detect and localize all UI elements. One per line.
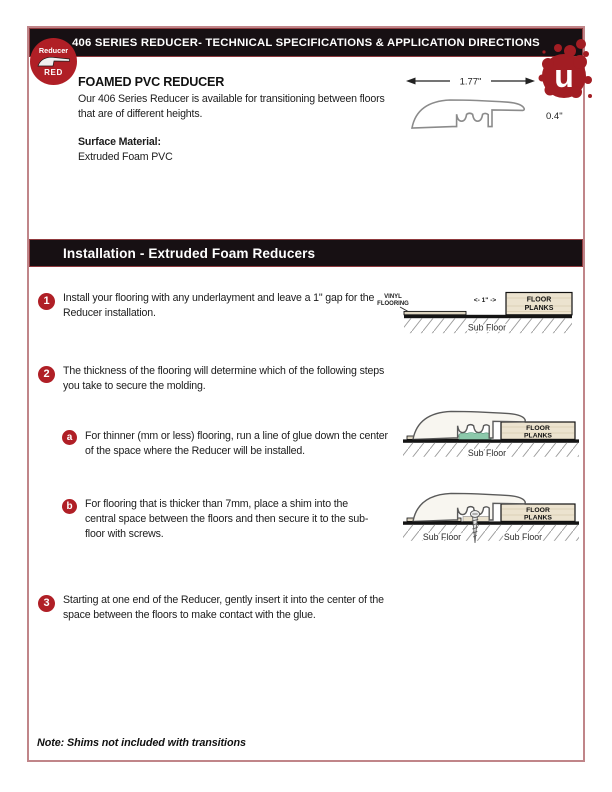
glue-installation-diagram (397, 407, 587, 465)
brand-letter: u (554, 58, 574, 94)
glue-bead (459, 433, 491, 440)
screw-installation-diagram (397, 489, 587, 555)
intro-description: Our 406 Series Reducer is available for transitioning between floors that are of different heights. (78, 93, 385, 120)
subfloor-left-label: Sub Floor (422, 532, 462, 542)
floor-planks-label-1: FLOOR (526, 424, 550, 432)
step-1-text: Install your flooring with any underlayment and leave a 1" gap for the Reducer installation. (63, 292, 375, 319)
step-2a-number: a (62, 430, 77, 445)
arrow-right-icon (526, 78, 536, 85)
footer-note: Note: Shims not included with transitions (37, 737, 246, 749)
mini-reducer-profile-icon (37, 56, 71, 67)
subfloor-right-label: Sub Floor (503, 532, 543, 542)
step-2-number: 2 (38, 366, 55, 383)
badge-top-label: Reducer (38, 46, 69, 55)
badge-bottom-label: RED (44, 68, 63, 77)
floor-planks-label-2: PLANKS (524, 514, 552, 522)
subfloor-label: Sub Floor (467, 448, 507, 458)
step-3-text: Starting at one end of the Reducer, gently insert it into the center of the space between the floors to make contact with the glue. (63, 594, 384, 621)
step-2-text: The thickness of the flooring will determine which of the following steps you take to secure the molding. (63, 365, 385, 392)
height-dimension-label: 0.4" (546, 111, 563, 122)
subfloor-line (403, 521, 579, 524)
reducer-profile-drawing (412, 100, 524, 128)
floor-planks-label-1: FLOOR (526, 296, 552, 304)
title-bar (29, 28, 583, 57)
vinyl-flooring-label-2: FLOORING (377, 301, 409, 307)
gap-dimension-label: <- 1" -> (473, 297, 497, 304)
subfloor-line (404, 315, 572, 318)
profile-dimension-diagram (398, 70, 583, 142)
reducer-red-badge (30, 38, 77, 85)
surface-material-value: Extruded Foam PVC (78, 151, 173, 163)
floor-planks-label-2: PLANKS (524, 305, 554, 312)
step-2b-text: For flooring that is thicker than 7mm, place a shim into the central space between the floors and then secure it to the sub-floor with screws. (85, 498, 369, 540)
floor-planks-label-1: FLOOR (526, 506, 550, 514)
arrow-left-icon (406, 78, 416, 85)
subfloor-line (403, 439, 579, 442)
section-heading: FOAMED PVC REDUCER (78, 75, 225, 89)
floor-planks-label-2: PLANKS (524, 432, 552, 440)
step-2b-number: b (62, 499, 77, 514)
vinyl-flooring-label-1: VINYL (384, 294, 402, 300)
page-title: 406 SERIES REDUCER- TECHNICAL SPECIFICATIONS & APPLICATION DIRECTIONS (72, 36, 540, 49)
installation-section-bar (29, 239, 583, 267)
subfloor-label: Sub Floor (467, 322, 507, 333)
surface-material-label: Surface Material: (78, 136, 161, 148)
step-3-number: 3 (38, 595, 55, 612)
width-dimension-label: 1.77" (459, 76, 482, 88)
vinyl-flooring-strip (404, 311, 466, 314)
step-2a-text: For thinner (mm or less) flooring, run a line of glue down the center of the space where the Reducer will be installed. (85, 430, 388, 457)
step-1-number: 1 (38, 293, 55, 310)
installation-heading: Installation - Extruded Foam Reducers (63, 245, 316, 261)
gap-installation-diagram (368, 289, 585, 341)
